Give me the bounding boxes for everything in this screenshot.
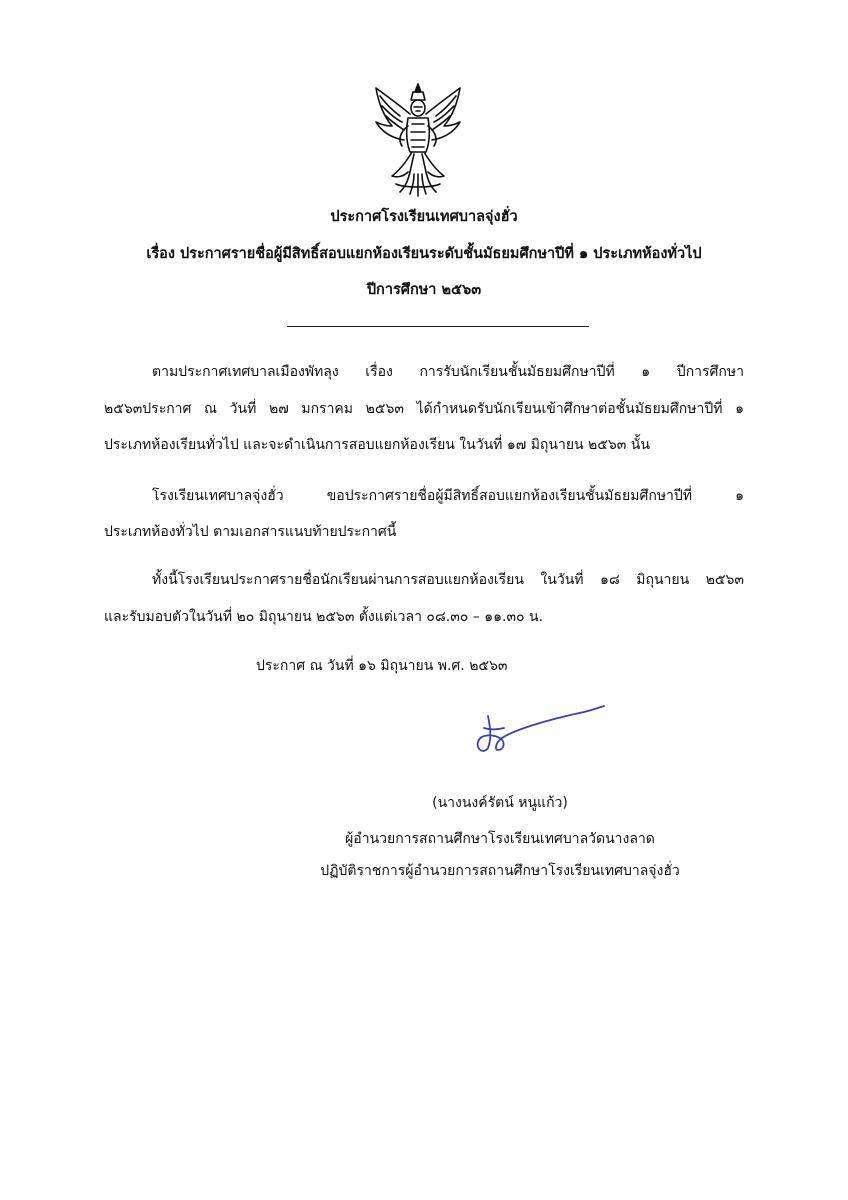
paragraph1-line2: ๒๕๖๓ประกาศ ณ วันที่ ๒๗ มกราคม ๒๕๖๓ ได้กำหนดรับนักเรียนเข้าศึกษาต่อชั้นมัธยมศึกษาปีที่ ๑ <box>104 401 744 417</box>
paragraph3-line2: และรับมอบตัวในวันที่ ๒๐ มิถุนายน ๒๕๖๓ ตั้งแต่เวลา ๐๘.๓๐ – ๑๑.๓๐ น. <box>104 609 544 625</box>
academic-year: ปีการศึกษา ๒๕๖๓ <box>366 282 482 298</box>
announcement-title: ประกาศโรงเรียนเทศบาลจุ่งฮั่ว <box>330 209 518 225</box>
paragraph1-line1: ตามประกาศเทศบาลเมืองพัทลุง เรื่อง การรับนักเรียนชั้นมัธยมศึกษาปีที่ ๑ ปีการศึกษา <box>152 364 744 380</box>
title-divider <box>287 326 589 327</box>
handwritten-signature-icon <box>466 702 616 762</box>
announcement-date: ประกาศ ณ วันที่ ๑๖ มิถุนายน พ.ศ. ๒๕๖๓ <box>256 658 508 674</box>
announcement-subject: เรื่อง ประกาศรายชื่อผู้มีสิทธิ์สอบแยกห้องเรียนระดับชั้นมัธยมศึกษาปีที่ ๑ ประเภทห้องทั่วไป <box>146 246 702 262</box>
garuda-emblem-icon <box>370 80 466 198</box>
paragraph2-line1: โรงเรียนเทศบาลจุ่งฮั่ว ขอประกาศรายชื่อผู้มีสิทธิ์สอบแยกห้องเรียนชั้นมัธยมศึกษาปีที่ ๑ <box>152 488 744 504</box>
paragraph2-line2: ประเภทห้องทั่วไป ตามเอกสารแนบท้ายประกาศนี้ <box>104 524 397 540</box>
signer-position-2: ปฏิบัติราชการผู้อำนวยการสถานศึกษาโรงเรียนเทศบาลจุ่งฮั่ว <box>320 863 680 879</box>
paragraph1-line3: ประเภทห้องเรียนทั่วไป และจะดำเนินการสอบแยกห้องเรียน ในวันที่ ๑๗ มิถุนายน ๒๕๖๓ นั้น <box>104 437 650 453</box>
signer-position-1: ผู้อำนวยการสถานศึกษาโรงเรียนเทศบาลวัดนางลาด <box>345 831 655 847</box>
paragraph3-line1: ทั้งนี้โรงเรียนประกาศรายชื่อนักเรียนผ่านการสอบแยกห้องเรียน ในวันที่ ๑๘ มิถุนายน ๒๕๖๓ <box>152 572 744 588</box>
signer-name: (นางนงค์รัตน์ หนูแก้ว) <box>432 795 568 811</box>
